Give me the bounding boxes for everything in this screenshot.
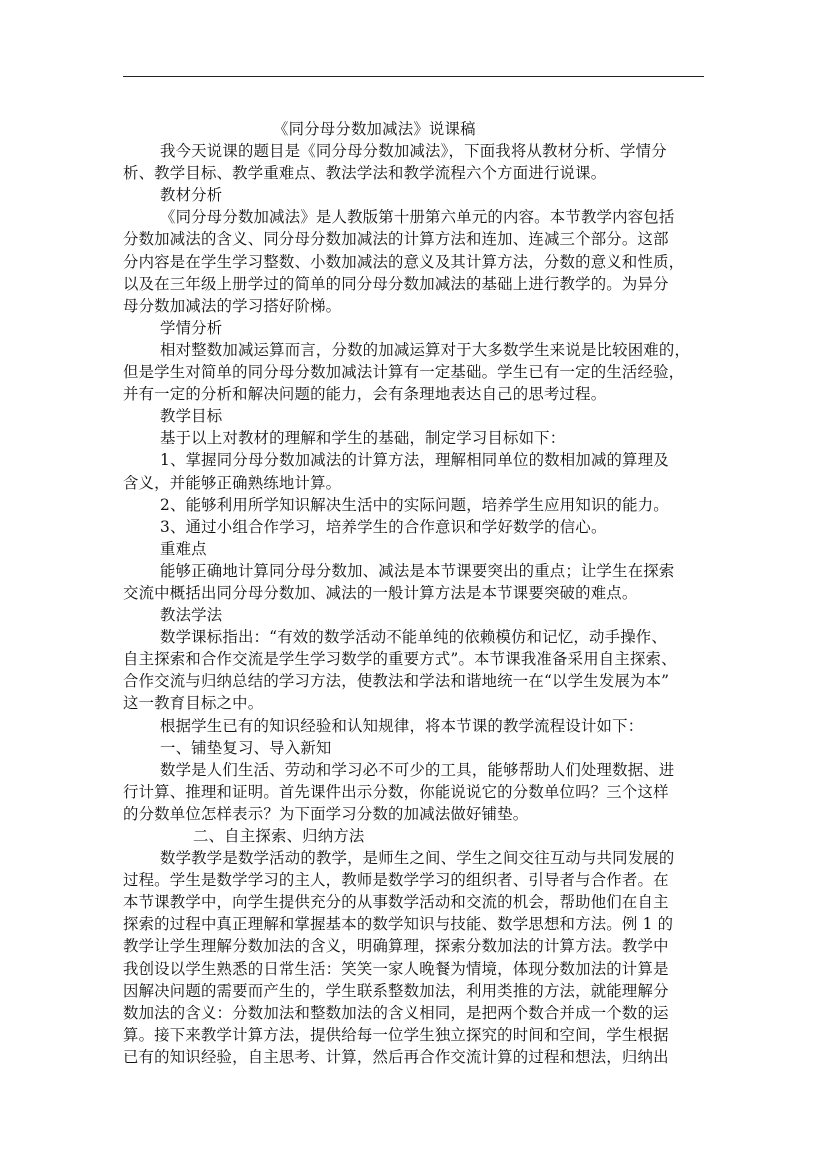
paragraph-container <box>123 140 705 1068</box>
paragraph <box>123 494 705 516</box>
paragraph-line: 本节课教学中，向学生提供充分的从事数学活动和交流的机会，帮助他们在自主 <box>123 893 669 912</box>
paragraph <box>123 339 705 405</box>
paragraph-line: 以及在三年级上册学过的简单的同分母分数加减法的基础上进行教学的。为异分 <box>123 274 669 293</box>
paragraph-line: 能够正确地计算同分母分数加、减法是本节课要突出的重点；让学生在探索 <box>160 561 675 580</box>
paragraph-line: 含义，并能够正确熟练地计算。 <box>123 473 342 492</box>
paragraph-line: 基于以上对教材的理解和学生的基础，制定学习目标如下： <box>160 429 566 448</box>
paragraph <box>123 206 705 316</box>
paragraph-line: 2、能够利用所学知识解决生活中的实际问题，培养学生应用知识的能力。 <box>160 495 669 514</box>
paragraph-line: 但是学生对简单的同分母分数加减法计算有一定基础。学生已有一定的生活经验， <box>123 363 685 382</box>
paragraph <box>123 449 705 493</box>
header-rule <box>123 76 704 77</box>
paragraph-line: 分数加减法的含义、同分母分数加减法的计算方法和连加、连减三个部分。这部 <box>123 230 669 249</box>
paragraph <box>123 737 705 759</box>
paragraph <box>123 560 705 604</box>
paragraph-line: 分内容是在学生学习整数、小数加减法的意义及其计算方法，分数的意义和性质， <box>123 252 685 271</box>
paragraph-line: 数学是人们生活、劳动和学习必不可少的工具，能够帮助人们处理数据、进 <box>160 760 675 779</box>
paragraph-line: 教学让学生理解分数加法的含义，明确算理，探索分数加法的计算方法。教学中 <box>123 937 669 956</box>
paragraph-line: 析、教学目标、教学重难点、教法学法和教学流程六个方面进行说课。 <box>123 164 607 183</box>
paragraph-line: 因解决问题的需要而产生的，学生联系整数加法，利用类推的方法，就能理解分 <box>123 981 669 1000</box>
paragraph <box>123 140 705 184</box>
paragraph-line: 并有一定的分析和解决问题的能力，会有条理地表达自己的思考过程。 <box>123 385 607 404</box>
paragraph-line: 的分数单位怎样表示？为下面学习分数的加减法做好铺垫。 <box>123 804 529 823</box>
paragraph-line: 1、掌握同分母分数加减法的计算方法，理解相同单位的数相加减的算理及 <box>160 451 669 470</box>
paragraph <box>123 715 705 737</box>
paragraph-line: 已有的知识经验，自主思考、计算，然后再合作交流计算的过程和想法，归纳出 <box>123 1047 669 1066</box>
document-body <box>123 118 705 1068</box>
paragraph-line: 相对整数加减运算而言，分数的加减运算对于大多数学生来说是比较困难的， <box>160 340 691 359</box>
paragraph-line: 这一教育目标之中。 <box>123 694 264 713</box>
paragraph <box>123 825 705 847</box>
paragraph-line: 二、自主探索、归纳方法 <box>193 827 365 845</box>
paragraph-line: 探索的过程中真正理解和掌握基本的数学知识与技能、数学思想和方法。例 1 的 <box>123 915 674 934</box>
paragraph-line: 算。接下来教学计算方法，提供给每一位学生独立探究的时间和空间，学生根据 <box>123 1025 669 1044</box>
paragraph <box>123 184 705 206</box>
paragraph-line: 数学课标指出：“有效的数学活动不能单纯的依赖模仿和记忆，动手操作、 <box>160 628 667 647</box>
paragraph <box>123 516 705 538</box>
paragraph-line: 学情分析 <box>160 318 223 337</box>
paragraph-line: 教材分析 <box>160 186 223 205</box>
paragraph <box>123 427 705 449</box>
paragraph-line: 我今天说课的题目是《同分母分数加减法》，下面我将从教材分析、学情分 <box>160 142 667 161</box>
paragraph-line: 《同分母分数加减法》是人教版第十册第六单元的内容。本节教学内容包括 <box>160 208 675 227</box>
paragraph-line: 教法学法 <box>160 606 223 625</box>
paragraph <box>123 759 705 825</box>
paragraph <box>123 604 705 626</box>
paragraph-line: 数加法的含义：分数加法和整数加法的含义相同，是把两个数合并成一个数的运 <box>123 1003 669 1022</box>
paragraph-line: 交流中概括出同分母分数加、减法的一般计算方法是本节课要突破的难点。 <box>123 583 638 602</box>
paragraph <box>123 538 705 560</box>
paragraph-line: 教学目标 <box>160 407 223 426</box>
paragraph-line: 数学教学是数学活动的教学，是师生之间、学生之间交往互动与共同发展的 <box>160 849 675 868</box>
paragraph-line: 一、铺垫复习、导入新知 <box>160 738 332 757</box>
paragraph <box>123 405 705 427</box>
paragraph-line: 过程。学生是数学学习的主人，教师是数学学习的组织者、引导者与合作者。在 <box>123 871 669 890</box>
paragraph <box>123 626 705 714</box>
paragraph-line: 重难点 <box>160 539 207 558</box>
document-title: 《同分母分数加减法》说课稿 <box>273 120 476 138</box>
paragraph-line: 自主探索和合作交流是学生学习数学的重要方式”。本节课我准备采用自主探索、 <box>123 650 677 669</box>
paragraph-line: 我创设以学生熟悉的日常生活：笑笑一家人晚餐为情境，体现分数加法的计算是 <box>123 959 669 978</box>
paragraph <box>123 317 705 339</box>
paragraph-line: 行计算、推理和证明。首先课件出示分数，你能说说它的分数单位吗？三个这样 <box>123 782 669 801</box>
paragraph-line: 母分数加减法的学习搭好阶梯。 <box>123 296 342 315</box>
paragraph-line: 合作交流与归纳总结的学习方法，使教法和学法和谐地统一在“以学生发展为本” <box>123 672 670 691</box>
paragraph-line: 根据学生已有的知识经验和认知规律，将本节课的教学流程设计如下： <box>160 716 644 735</box>
paragraph-line: 3、通过小组合作学习，培养学生的合作意识和学好数学的信心。 <box>160 517 607 536</box>
paragraph <box>123 847 705 1068</box>
